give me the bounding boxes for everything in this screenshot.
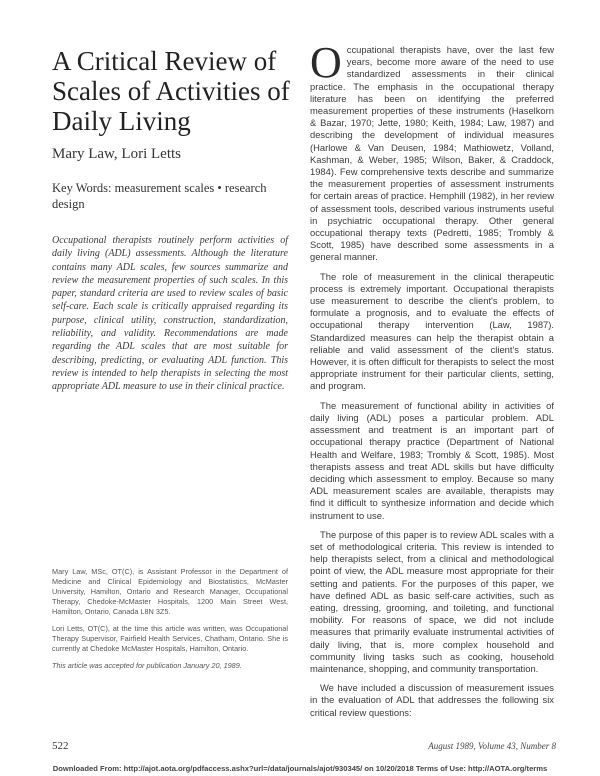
body-paragraph: We have included a discussion of measurement issues in the evaluation of ADL that addresses the following six critical review questions: (310, 682, 554, 718)
article-keywords: Key Words: measurement scales • research design (52, 181, 267, 211)
author-affiliations (52, 567, 288, 671)
journal-issue: August 1989, Volume 43, Number 8 (428, 741, 556, 751)
body-paragraph: The purpose of this paper is to review ADL scales with a set of methodological criteria. This review is intended to help therapists select, from a clinical and methodological point of view, the ADL measure most appropriate for their setting and patients. For the purposes of this paper, we have defined ADL as basic self-care activities, such as eating, dressing, grooming, and toileting, and functional mobility. For reasons of space, we did not include measures that primarily evaluate instrumental activities of daily living, that is, more complex household and community living tasks such as cooking, household maintenance, shopping, and community transportation. (310, 528, 554, 674)
article-title: A Critical Review of Scales of Activities of Daily Living (52, 46, 290, 136)
download-notice: Downloaded From: http://ajot.aota.org/pdfaccess.ashx?url=/data/journals/ajot/930345/ on 10/20/2018 Terms of Use: http://AOTA.org/terms (52, 764, 548, 773)
article-abstract: Occupational therapists routinely perform activities of daily living (ADL) assessments. Although the literature contains many ADL scales, few sources summarize and review the measurement properties of such scales. In this paper, standard criteria are used to review scales of basic self-care. Each scale is critically appraised regarding its purpose, clinical utility, construction, standardization, reliability, and validity. Recommendations are made regarding the ADL scales that are most suitable for describing, predicting, or evaluating ADL function. This review is intended to help therapists in selecting the most appropriate ADL measure to use in their clinical practice. (52, 235, 288, 393)
page-number: 522 (52, 740, 69, 752)
body-text-column (310, 38, 554, 726)
paragraph-text: ccupational therapists have, over the last few years, become more aware of the need to use standardized assessments in their clinical practice. The emphasis in the occupational therapy literature has been on identifying the preferred measurement properties of these instruments (Haselkorn & Bazar, 1970; Jette, 1980; Keith, 1984; Law, 1987) and describing the development of individual measures (Harlowe & Van Deusen, 1984; Mathiowetz, Volland, Kashman, & Weber, 1985; Wilson, Baker, & Craddock, 1984). Few comprehensive texts describe and summarize the measurement properties of assessment instruments for certain areas of practice. Hemphill (1982), in her review of assessment tools, described various instruments useful in psychiatric occupational therapy. Other general occupational therapy texts (Pedretti, 1985; Trombly & Scott, 1985) have described some assessments in a general manner. (310, 44, 554, 263)
affiliation-letts: Lori Letts, OT(C), at the time this article was written, was Occupational Therapy Supervisor, Fairfield Health Services, Chatham, Ontario. She is currently at Chedoke McMaster Hospitals, Hamilton, Ontario. (52, 624, 288, 653)
article-authors: Mary Law, Lori Letts (52, 146, 181, 162)
body-paragraph: The measurement of functional ability in activities of daily living (ADL) poses a particular problem. ADL assessment and treatment is an important part of occupational therapy practice (Department of National Health and Welfare, 1983; Trombly & Scott, 1985). Most therapists assess and treat ADL skills but have difficulty deciding which assessment to employ. Because so many ADL measurement scales are available, therapists may find it difficult to synthesize information and decide which instrument to use. (310, 399, 554, 521)
body-paragraph: The role of measurement in the clinical therapeutic process is extremely important. Occupational therapists use measurement to describe the client's problem, to formulate a prognosis, and to evaluate the effects of occupational therapy intervention (Law, 1987). Standardized measures can help the therapist obtain a reliable and valid assessment of the client's status. However, it is often difficult for therapists to select the most appropriate instrument for their particular clients, setting, and program. (310, 270, 554, 392)
acceptance-note: This article was accepted for publication January 20, 1989. (52, 661, 242, 670)
drop-cap: O (310, 38, 342, 87)
body-paragraph (310, 38, 554, 264)
affiliation-law: Mary Law, MSc, OT(C), is Assistant Professor in the Department of Medicine and Clinical Epidemiology and Biostatistics, McMaster University, Hamilton, Ontario and Research Manager, Occupational Therapy, Chedoke-McMaster Hospitals, 1200 Main Street West, Hamilton, Ontario, Canada L8N 3Z5. (52, 567, 288, 616)
